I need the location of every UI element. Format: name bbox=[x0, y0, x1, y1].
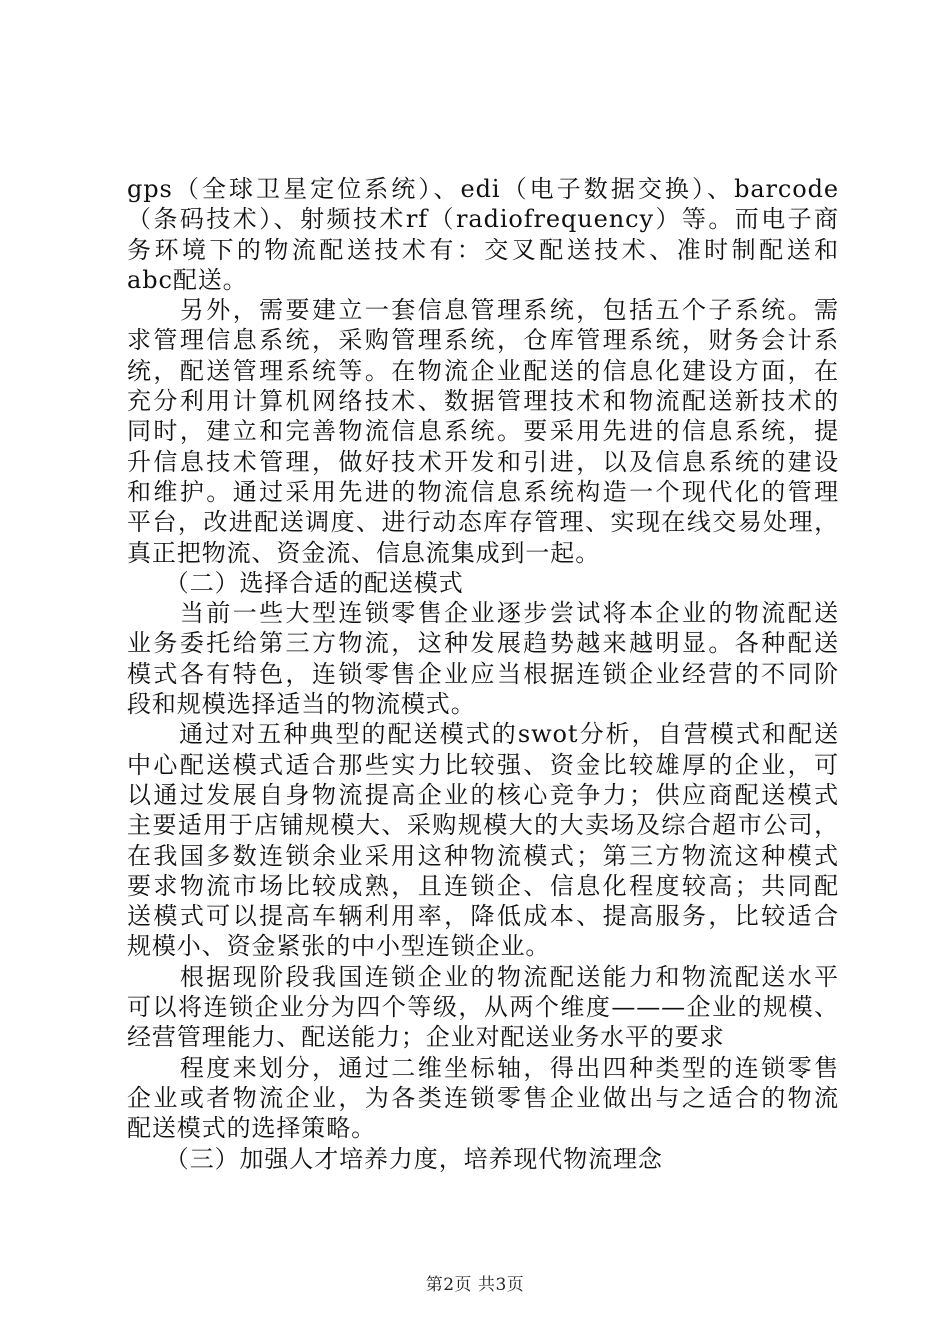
text-line: 段和规模选择适当的物流模式。 bbox=[127, 690, 476, 719]
text-line: 送模式可以提高车辆利用率，降低成本、提高服务，比较适合 bbox=[127, 902, 839, 931]
text-line: 企业或者物流企业，为各类连锁零售企业做出与之适合的物流 bbox=[127, 1083, 839, 1112]
text-line: 和维护。通过采用先进的物流信息系统构造一个现代化的管理 bbox=[127, 477, 839, 506]
text-line: 配送模式的选择策略。 bbox=[127, 1114, 376, 1143]
text-line: 平台，改进配送调度、进行动态库存管理、实现在线交易处理， bbox=[127, 508, 839, 537]
text-line: 主要适用于店铺规模大、采购规模大的大卖场及综合超市公司， bbox=[127, 811, 839, 840]
text-line: 以通过发展自身物流提高企业的核心竞争力；供应商配送模式 bbox=[127, 780, 839, 809]
text-line: 可以将连锁企业分为四个等级，从两个维度———企业的规模、 bbox=[127, 993, 839, 1022]
text-line: 根据现阶段我国连锁企业的物流配送能力和物流配送水平 bbox=[127, 962, 839, 991]
text-line: （条码技术）、射频技术rf（radiofrequency）等。而电子商 bbox=[127, 205, 839, 234]
text-line: abc配送。 bbox=[127, 265, 248, 294]
page-footer: 第2页 共3页 bbox=[425, 1275, 525, 1295]
text-line: gps（全球卫星定位系统）、edi（电子数据交换）、barcode bbox=[127, 175, 839, 203]
text-line: 规模小、资金紧张的中小型连锁企业。 bbox=[127, 932, 551, 961]
text-line: 升信息技术管理，做好技术开发和引进，以及信息系统的建设 bbox=[127, 447, 839, 476]
text-line: 模式各有特色，连锁零售企业应当根据连锁企业经营的不同阶 bbox=[127, 659, 839, 688]
text-line: 在我国多数连锁余业采用这种物流模式；第三方物流这种模式 bbox=[127, 841, 839, 870]
text-line: 经营管理能力、配送能力；企业对配送业务水平的要求 bbox=[127, 1023, 725, 1052]
text-line: 统，配送管理系统等。在物流企业配送的信息化建设方面，在 bbox=[127, 356, 839, 385]
text-line: （三）加强人才培养力度，培养现代物流理念 bbox=[127, 1144, 663, 1173]
text-line: 求管理信息系统，采购管理系统，仓库管理系统，财务会计系 bbox=[127, 326, 839, 355]
text-line: 程度来划分，通过二维坐标轴，得出四种类型的连锁零售 bbox=[127, 1053, 839, 1082]
text-line: 当前一些大型连锁零售企业逐步尝试将本企业的物流配送 bbox=[127, 599, 839, 628]
document-body bbox=[127, 174, 839, 1174]
text-line: 要求物流市场比较成熟，且连锁企、信息化程度较高；共同配 bbox=[127, 871, 839, 900]
text-line: 务环境下的物流配送技术有：交叉配送技术、准时制配送和 bbox=[127, 235, 839, 264]
text-line: 另外，需要建立一套信息管理系统，包括五个子系统。需 bbox=[127, 296, 839, 325]
text-line: 真正把物流、资金流、信息流集成到一起。 bbox=[127, 538, 601, 567]
text-line: 通过对五种典型的配送模式的swot分析，自营模式和配送 bbox=[127, 720, 839, 749]
text-line: 同时，建立和完善物流信息系统。要采用先进的信息系统，提 bbox=[127, 417, 839, 446]
text-line: 充分利用计算机网络技术、数据管理技术和物流配送新技术的 bbox=[127, 387, 839, 416]
text-line: 中心配送模式适合那些实力比较强、资金比较雄厚的企业，可 bbox=[127, 750, 839, 779]
text-line: 业务委托给第三方物流，这种发展趋势越来越明显。各种配送 bbox=[127, 629, 839, 658]
text-line: （二）选择合适的配送模式 bbox=[127, 568, 464, 597]
